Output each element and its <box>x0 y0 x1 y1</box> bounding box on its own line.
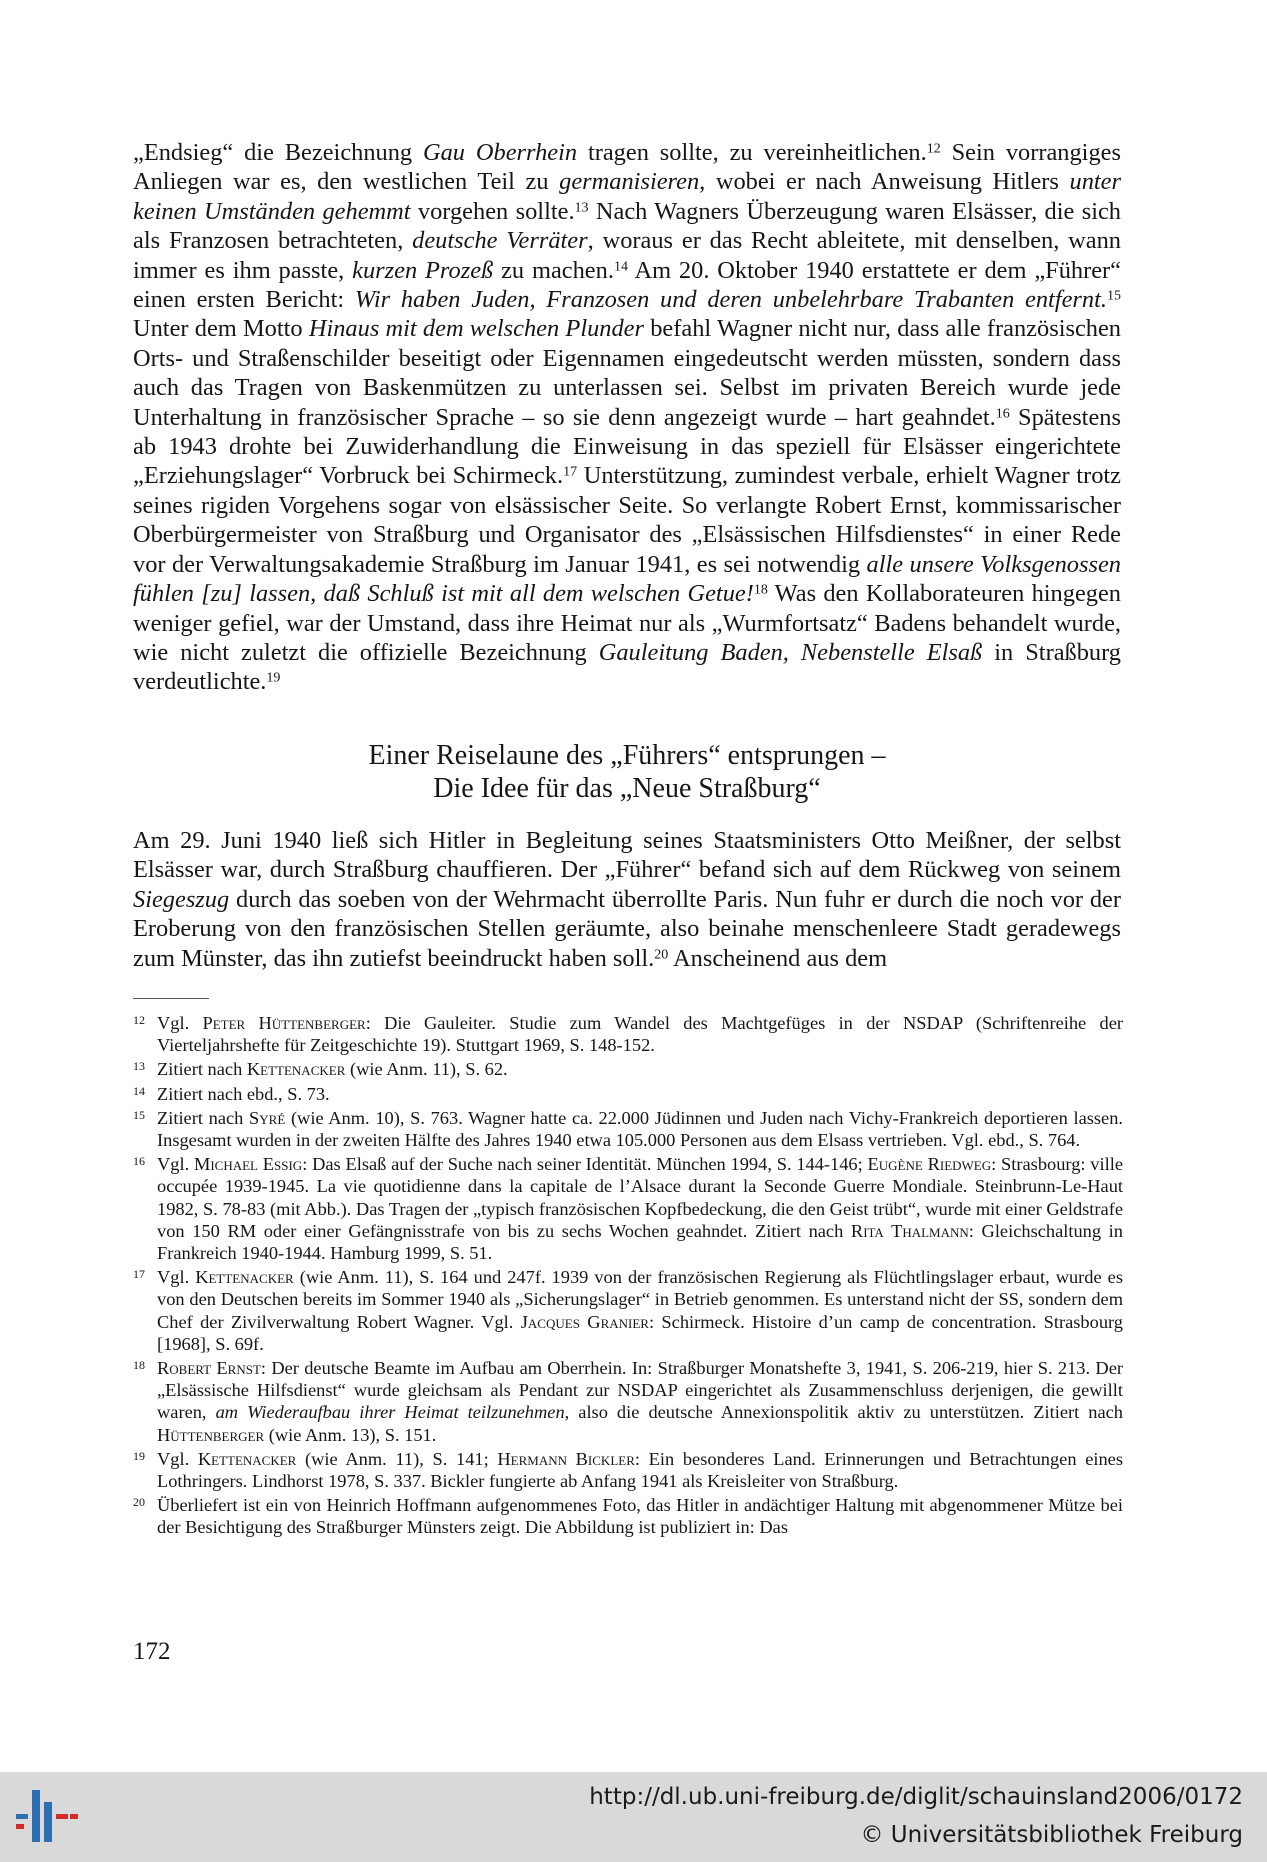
italic-text: Hinaus mit dem welschen Plunder <box>308 315 644 343</box>
text-run: „Endsieg“ die Bezeichnung <box>133 139 423 166</box>
text-run: in Straßburg verdeutlichte. <box>133 638 1121 696</box>
footnote <box>133 1058 1123 1080</box>
text-run: durch das soeben von der Wehrmacht überrollte Paris. Nun fuhr er durch die noch vor der Eroberung von den französischen Stellen geräumte, also beinahe menschenleere Stadt geradewegs zum Münster, das ihn zutiefst beeindruckt haben soll. <box>133 885 1121 972</box>
text-run: , woraus er das Recht ableitete, mit denselben, wann immer es ihm passte, <box>133 227 1121 284</box>
italic-text: deutsche Verräter <box>412 227 588 255</box>
author-name: Hüttenberger <box>157 1424 265 1445</box>
text-run: Zitiert nach <box>157 1107 250 1128</box>
text-run: Vgl. <box>157 1013 203 1033</box>
italic-text: alle unsere Volksgenossen fühlen [zu] lassen, daß Schluß ist mit all dem welschen Getue! <box>133 550 1121 608</box>
footer-url-link[interactable]: http://dl.ub.uni-freiburg.de/diglit/schauinsland2006/0172 <box>589 1784 1243 1810</box>
text-run: : Das Elsaß auf der Suche nach seiner Identität. München 1994, S. 144-146; <box>302 1154 868 1175</box>
text-run: , also die deutsche Annexionspolitik aktiv zu unterstützen. Zitiert nach <box>564 1402 1123 1423</box>
heading-line-1: Einer Reiselaune des „Führers“ entsprungen – <box>368 740 886 771</box>
author-name: Kettenacker <box>197 1448 297 1469</box>
text-run: : Ein besonderes Land. Erinnerungen und Betrachtungen eines Lothringers. Lindhorst 1978, S. 337. Bickler fungierte ab Anfang 1941 als Kreisleiter von Straßburg. <box>157 1448 1124 1492</box>
text-run: (wie Anm. 10), S. 763. Wagner hatte ca. 22.000 Jüdinnen und Juden nach Vichy-Frankreich deportieren lassen. Insgesamt wurden in der zweiten Hälfte des Jahres 1940 etwa 105.000 Personen aus dem Elsass vertrieben. Vgl. ebd., S. 764. <box>157 1107 1123 1151</box>
author-name: Kettenacker <box>195 1267 294 1288</box>
author-name: Jacques Granier <box>520 1311 649 1332</box>
footnote-ref: 13 <box>574 200 589 216</box>
text-run: , wobei er nach Anweisung Hitlers <box>699 168 1070 196</box>
text-run: Spätestens ab 1943 drohte bei Zuwiderhandlung die Einweisung in das speziell für Elsässer eingerichtete „Erziehungslager“ Vorbruck bei Schirmeck. <box>133 403 1121 490</box>
ub-freiburg-logo-icon <box>14 1788 82 1844</box>
footnote <box>133 1083 1123 1105</box>
page-number: 172 <box>133 1638 171 1665</box>
author-name: Rita Thalmann <box>850 1220 969 1241</box>
footer-bar <box>0 1772 1267 1862</box>
footnotes <box>133 1012 1123 1541</box>
text-run: Nach Wagners Überzeugung waren Elsässer, die sich als Franzosen betrachteten, <box>133 197 1121 255</box>
italic-text: Siegeszug <box>133 885 230 913</box>
author-name: Michael Essig <box>193 1154 303 1175</box>
text-run: : Die Gauleiter. Studie zum Wandel des Machtgefüges in der NSDAP (Schriftenreihe der Vierteljahrshefte für Zeitgeschichte 19). Stuttgart 1969, S. 148-152. <box>157 1013 1123 1056</box>
text-run: Am 29. Juni 1940 ließ sich Hitler in Begleitung seines Staatsministers Otto Meißner, der selbst Elsässer war, durch Straßburg chauffieren. Der „Führer“ befand sich auf dem Rückweg von seinem <box>133 827 1121 884</box>
text-run: Unter dem Motto <box>133 315 309 343</box>
text-run: Unterstützung, zumindest verbale, erhielt Wagner trotz seines rigiden Vorgehens sogar von elsässischer Seite. So verlangte Robert Ernst, kommissarischer Oberbürgermeister von Straßburg und Organisator des „Elsässischen Hilfsdienstes“ in einer Rede vor der Verwaltungsakademie Straßburg im Januar 1941, es sei notwendig <box>133 462 1121 578</box>
heading-line-2: Die Idee für das „Neue Straßburg“ <box>433 773 821 804</box>
text-run: Vgl. <box>157 1267 196 1288</box>
footnote-number: 13 <box>133 1059 145 1074</box>
footnote-number: 16 <box>133 1154 145 1169</box>
footnote-number: 12 <box>133 1013 145 1027</box>
italic-text: Gauleitung Baden, Nebenstelle Elsaß <box>598 638 983 666</box>
footnote-ref: 18 <box>753 582 768 598</box>
text-run: : Der deutsche Beamte im Aufbau am Oberrhein. In: Straßburger Monatshefte 3, 1941, S. 206-219, hier S. 213. Der „Elsässische Hilfsdienst“ wurde gleichsam als Pendant zur NSDAP eingerichtet als Zusammenschluss derjenigen, die gewillt waren, <box>157 1358 1123 1423</box>
italic-text: unter keinen Umständen gehemmt <box>133 168 1121 225</box>
text-run: (wie Anm. 13), S. 151. <box>264 1424 437 1445</box>
footnote <box>133 1153 1123 1264</box>
author-name: Kettenacker <box>246 1059 346 1080</box>
footnote-ref: 16 <box>995 405 1010 421</box>
text-run: Zitiert nach ebd., S. 73. <box>157 1083 330 1104</box>
text-run: : Schirmeck. Histoire d’un camp de concentration. Strasbourg [1968], S. 69f. <box>157 1311 1124 1354</box>
text-run: (wie Anm. 11), S. 62. <box>345 1059 508 1080</box>
text-run: Anscheinend aus dem <box>668 944 888 972</box>
footnote-number: 14 <box>133 1083 145 1098</box>
text-run: vorgehen sollte. <box>410 197 575 225</box>
text-run: tragen sollte, zu vereinheitlichen. <box>577 139 927 166</box>
footnote <box>133 1448 1123 1492</box>
author-name: Robert Ernst <box>157 1358 261 1379</box>
text-run: : Strasbourg: ville occupée 1939-1945. La vie quotidienne dans la capitale de l’Alsace durant la Seconde Guerre Mondiale. Steinbrunn-Le-Haut 1982, S. 78-83 (mit Abb.). Das Tragen der „typisch französischen Kopfbedeckung, die den Geist trübt“, wurde mit einer Geldstrafe von 150 RM oder einer Gefängnisstrafe von bis zu sechs Wochen geahndet. Zitiert nach <box>157 1154 1123 1241</box>
footnote <box>133 1494 1123 1538</box>
footnote <box>133 1357 1123 1446</box>
author-name: Syré <box>249 1107 286 1128</box>
text-run: Am 20. Oktober 1940 erstattete er dem „Führer“ einen ersten Bericht: <box>133 256 1121 314</box>
text-run: Vgl. <box>157 1154 194 1175</box>
text-run: Überliefert ist ein von Heinrich Hoffmann aufgenommenes Foto, das Hitler in andächtiger Haltung mit abgenommener Mütze bei der Besichtigung des Straßburger Münsters zeigt. Die Abbildung ist publiziert in: Das <box>157 1495 1123 1538</box>
footnote-ref: 14 <box>613 258 628 274</box>
footnote-ref: 17 <box>563 464 578 480</box>
author-name: Hermann Bickler <box>497 1448 635 1469</box>
author-name: Peter Hüttenberger <box>202 1013 366 1033</box>
author-name: Eugène Riedweg <box>867 1154 992 1175</box>
footnote-ref: 19 <box>266 670 281 686</box>
text-run: (wie Anm. 11), S. 164 und 247f. 1939 von der französischen Regierung als Flüchtlingslager erbaut, wurde es von den Deutschen bereits im Sommer 1940 als „Sicherungslager“ in Betrieb genommen. Es unterstand nicht der SS, sondern dem Chef der Zivilverwaltung Robert Wagner. Vgl. <box>157 1267 1123 1332</box>
section-heading <box>133 739 1121 805</box>
body-paragraph-1 <box>133 138 1121 697</box>
footnote-divider <box>133 998 209 999</box>
text-run: zu machen. <box>493 256 614 284</box>
body-paragraph-2 <box>133 826 1121 973</box>
footnote-number: 15 <box>133 1107 145 1122</box>
italic-text: Gau Oberrhein <box>423 139 578 166</box>
italic-text: kurzen Prozeß <box>352 256 494 284</box>
footnote <box>133 1107 1123 1151</box>
text-run: Sein vorrangiges Anliegen war es, den westlichen Teil zu <box>133 139 1121 196</box>
footnote-number: 17 <box>133 1267 145 1282</box>
footer-copyright: © Universitätsbibliothek Freiburg <box>860 1822 1243 1848</box>
footnote <box>133 1012 1123 1056</box>
text-run: Vgl. <box>157 1448 198 1469</box>
footnote <box>133 1266 1123 1355</box>
italic-text: germanisieren <box>559 168 700 196</box>
footnote-number: 19 <box>133 1448 145 1463</box>
footnote-ref: 12 <box>926 141 941 157</box>
text-run: (wie Anm. 11), S. 141; <box>296 1448 498 1469</box>
footnote-ref: 20 <box>654 946 669 962</box>
text-run: befahl Wagner nicht nur, dass alle französischen Orts- und Straßenschilder beseitigt oder Eigennamen eingedeutscht werden müssten, sondern dass auch das Tragen von Baskenmützen zu unterlassen sei. Selbst im privaten Bereich wurde jede Unterhaltung in französischer Sprache – so sie denn angezeigt wurde – hart geahndet. <box>133 315 1121 431</box>
text-run: Was den Kollaborateuren hingegen weniger gefiel, war der Umstand, dass ihre Heimat nur als „Wurmfortsatz“ Badens behandelt wurde, wie nicht zuletzt die offizielle Bezeichnung <box>133 580 1121 666</box>
italic-text: am Wiederaufbau ihrer Heimat teilzunehmen <box>215 1402 565 1423</box>
footnote-number: 20 <box>133 1495 145 1510</box>
footnote-ref: 15 <box>1107 288 1121 304</box>
text-run: Zitiert nach <box>157 1059 247 1080</box>
footnote-number: 18 <box>133 1358 145 1373</box>
text-run: : Gleichschaltung in Frankreich 1940-1944. Hamburg 1999, S. 51. <box>157 1220 1123 1264</box>
italic-text: Wir haben Juden, Franzosen und deren unbelehrbare Trabanten entfernt. <box>354 286 1107 314</box>
